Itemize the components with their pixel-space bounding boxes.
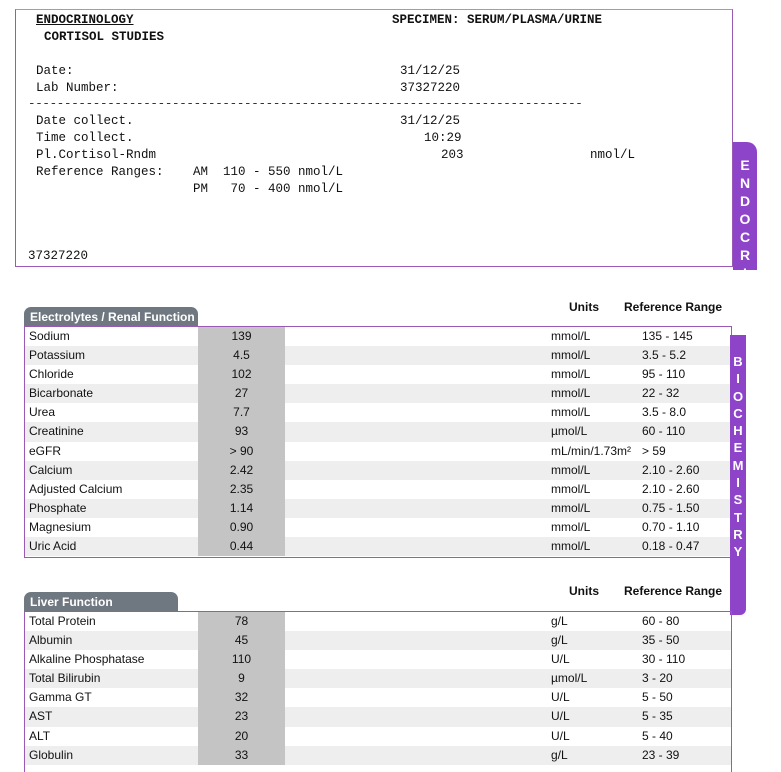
result-value: 2.35 — [198, 480, 285, 499]
reference-ranges-label: Reference Ranges: — [36, 165, 164, 179]
result-value: 9 — [198, 669, 285, 688]
reference-range: 22 - 32 — [642, 386, 680, 401]
test-name: Bicarbonate — [29, 386, 94, 401]
liver-panel-title: Liver Function — [24, 592, 178, 611]
result-unit: U/L — [551, 652, 570, 667]
reference-range: 35 - 50 — [642, 633, 680, 648]
reference-range: 60 - 80 — [642, 614, 680, 628]
table-row — [25, 346, 731, 365]
tab-letter: E — [740, 157, 750, 173]
table-row — [25, 442, 731, 461]
result-value: 2.42 — [198, 461, 285, 480]
table-row — [25, 384, 731, 403]
test-name: Creatinine — [29, 424, 84, 439]
test-name: Calcium — [29, 462, 73, 477]
reference-range: 0.18 - 0.47 — [642, 539, 700, 554]
reference-range: 95 - 110 — [642, 367, 686, 382]
tab-letter: H — [733, 423, 743, 439]
cortisol-test-label: Pl.Cortisol-Rndm — [36, 148, 157, 162]
result-unit: U/L — [551, 709, 570, 724]
result-value: 23 — [198, 707, 285, 726]
table-row — [25, 669, 731, 688]
test-name: Albumin — [29, 633, 73, 648]
tab-letter: T — [734, 509, 742, 525]
table-row — [25, 612, 731, 631]
result-unit: mmol/L — [551, 348, 591, 363]
test-name: Uric Acid — [29, 539, 77, 554]
result-value: 93 — [198, 422, 285, 441]
separator-line: ----------------------------------------------------------------------------- — [28, 97, 583, 111]
tab-letter: Y — [733, 544, 743, 560]
table-row — [25, 688, 731, 707]
result-value: 1.14 — [198, 499, 285, 518]
table-row — [25, 461, 731, 480]
test-name: Total Bilirubin — [29, 671, 101, 686]
endocrinology-report — [15, 9, 733, 267]
test-name: Phosphate — [29, 500, 87, 515]
test-name: ALT — [29, 728, 51, 743]
liver-ref-header: Reference Range — [624, 584, 723, 598]
date-label: Date: — [36, 64, 74, 78]
reference-range: > 59 — [642, 443, 666, 458]
reference-range: 3.5 - 5.2 — [642, 348, 687, 363]
tab-letter: R — [739, 247, 751, 263]
department-heading: ENDOCRINOLOGY — [36, 13, 134, 27]
tab-letter: I — [743, 265, 747, 281]
test-name: Alkaline Phosphatase — [29, 652, 145, 667]
result-value: 0.90 — [198, 518, 285, 537]
biochemistry-tab-letters — [730, 353, 746, 561]
tab-letter: B — [733, 354, 743, 369]
reference-range: 3 - 20 — [642, 671, 673, 686]
result-unit: mmol/L — [551, 405, 591, 420]
tab-letter: I — [736, 475, 740, 491]
reference-range: 5 - 40 — [642, 728, 673, 743]
table-row — [25, 650, 731, 669]
result-unit: mmol/L — [551, 329, 591, 343]
result-unit: mmol/L — [551, 519, 591, 534]
result-value: 33 — [198, 746, 285, 765]
table-row — [25, 422, 731, 441]
tab-letter: M — [732, 457, 744, 473]
test-name: Sodium — [29, 329, 70, 343]
reference-range: 5 - 50 — [642, 690, 673, 705]
test-name: Gamma GT — [29, 690, 92, 705]
test-name: Potassium — [29, 348, 86, 363]
tab-letter: O — [739, 211, 751, 227]
result-value: 78 — [198, 612, 285, 631]
electrolytes-table — [24, 326, 732, 558]
result-unit: U/L — [551, 728, 570, 743]
date-value: 31/12/25 — [400, 64, 461, 78]
lab-number-value: 37327220 — [400, 81, 461, 95]
tab-letter: C — [739, 229, 751, 245]
result-unit: µmol/L — [551, 424, 588, 439]
test-name: Adjusted Calcium — [29, 481, 123, 496]
table-row — [25, 518, 731, 537]
test-name: eGFR — [29, 443, 62, 458]
test-name: Urea — [29, 405, 56, 420]
tab-letter: I — [736, 371, 740, 387]
result-unit: mmol/L — [551, 367, 591, 382]
electrolytes-units-header: Units — [569, 300, 599, 314]
table-row — [25, 746, 731, 765]
test-name: Chloride — [29, 367, 74, 382]
footer-lab-number: 37327220 — [28, 249, 89, 263]
result-value: 102 — [198, 365, 285, 384]
test-name: Magnesium — [29, 519, 92, 534]
table-row — [25, 327, 731, 346]
table-row — [25, 631, 731, 650]
table-row — [25, 403, 731, 422]
tab-letter: O — [732, 388, 744, 404]
collect-time-label: Time collect. — [36, 131, 134, 145]
reference-range: 30 - 110 — [642, 652, 686, 667]
result-unit: mmol/L — [551, 539, 591, 554]
result-unit: U/L — [551, 690, 570, 705]
collect-date-label: Date collect. — [36, 114, 134, 128]
result-value: 20 — [198, 727, 285, 746]
tab-letter: C — [733, 405, 743, 421]
tab-letter: N — [739, 175, 751, 191]
reference-range: 2.10 - 2.60 — [642, 481, 700, 496]
table-row — [25, 707, 731, 726]
endocrinology-tab-letters — [733, 156, 757, 282]
result-value: 110 — [198, 650, 285, 669]
tab-letter: R — [733, 526, 743, 542]
result-value: 27 — [198, 384, 285, 403]
collect-date-value: 31/12/25 — [400, 114, 461, 128]
result-unit: mL/min/1.73m² — [551, 443, 632, 458]
result-unit: g/L — [551, 614, 568, 628]
result-unit: mmol/L — [551, 481, 591, 496]
test-name: Total Protein — [29, 614, 96, 628]
cortisol-test-value: 203 — [441, 148, 464, 162]
report-title: CORTISOL STUDIES — [44, 30, 165, 44]
reference-range: 135 - 145 — [642, 329, 693, 343]
result-value: 0.44 — [198, 537, 285, 556]
electrolytes-ref-header: Reference Range — [624, 300, 723, 314]
reference-range: 0.75 - 1.50 — [642, 500, 700, 515]
specimen-label: SPECIMEN: SERUM/PLASMA/URINE — [392, 13, 603, 27]
result-unit: mmol/L — [551, 462, 591, 477]
tab-letter: D — [739, 193, 751, 209]
result-value: 139 — [198, 327, 285, 346]
cortisol-test-unit: nmol/L — [590, 148, 636, 162]
result-value: 4.5 — [198, 346, 285, 365]
result-unit: g/L — [551, 633, 568, 648]
result-value: 7.7 — [198, 403, 285, 422]
result-unit: mmol/L — [551, 386, 591, 401]
test-name: Globulin — [29, 747, 74, 762]
result-unit: mmol/L — [551, 500, 591, 515]
result-value: 45 — [198, 631, 285, 650]
reference-range: 2.10 - 2.60 — [642, 462, 700, 477]
reference-range: 23 - 39 — [642, 747, 680, 762]
reference-range-pm: PM 70 - 400 nmol/L — [193, 182, 344, 196]
table-row — [25, 480, 731, 499]
lab-number-label: Lab Number: — [36, 81, 119, 95]
table-row — [25, 365, 731, 384]
tab-letter: E — [733, 440, 743, 456]
table-row — [25, 499, 731, 518]
reference-range: 5 - 35 — [642, 709, 673, 724]
test-name: AST — [29, 709, 53, 724]
result-value: 32 — [198, 688, 285, 707]
result-unit: g/L — [551, 747, 568, 762]
reference-range: 0.70 - 1.10 — [642, 519, 700, 534]
reference-range: 60 - 110 — [642, 424, 686, 439]
endocrinology-side-tab[interactable] — [733, 142, 757, 281]
liver-table — [24, 611, 732, 772]
electrolytes-panel-title: Electrolytes / Renal Function — [24, 307, 198, 326]
liver-units-header: Units — [569, 584, 599, 598]
biochemistry-side-tab[interactable] — [730, 335, 746, 615]
result-unit: µmol/L — [551, 671, 588, 686]
table-row — [25, 727, 731, 746]
reference-range-am: AM 110 - 550 nmol/L — [193, 165, 344, 179]
result-value: > 90 — [198, 442, 285, 461]
table-row — [25, 537, 731, 556]
tab-letter: S — [733, 492, 743, 508]
collect-time-value: 10:29 — [424, 131, 462, 145]
reference-range: 3.5 - 8.0 — [642, 405, 687, 420]
